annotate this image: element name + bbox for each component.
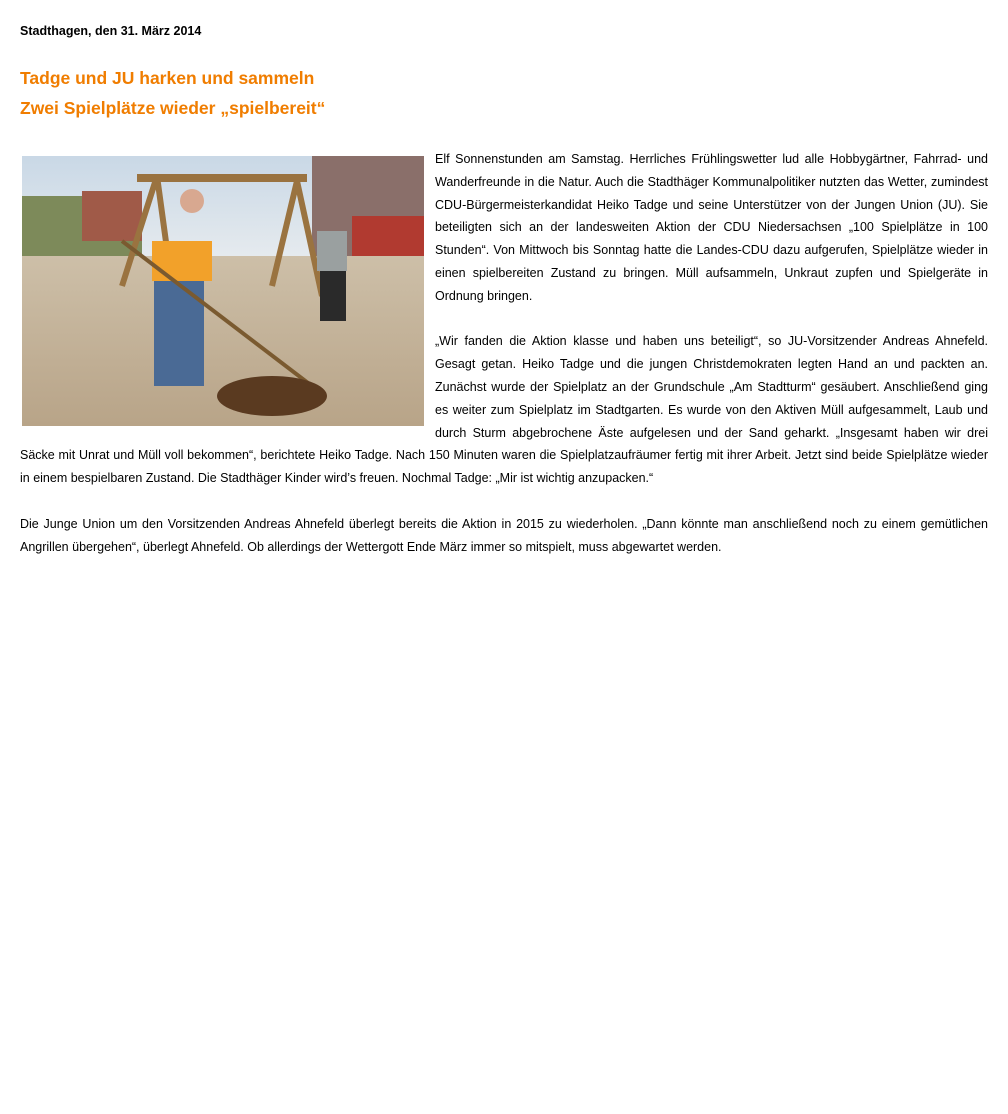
- subheadline: Zwei Spielplätze wieder „spielbereit“: [20, 98, 326, 118]
- headline: Tadge und JU harken und sammeln: [20, 68, 315, 88]
- paragraph-3: Die Junge Union um den Vorsitzenden Andreas Ahnefeld überlegt bereits die Aktion in 2015 zu wiederholen. „Dann könnte man anschließend noch zu einem gemütlichen Angrillen übergehen“, überlegt Ahnefeld. Ob allerdings der Wettergott Ende März immer so mitspielt, muss abgewartet werden.: [20, 516, 988, 554]
- article-body: [20, 148, 988, 558]
- paragraph-1: Elf Sonnenstunden am Samstag. Herrliches Frühlingswetter lud alle Hobbygärtner, Fahrrad- und Wanderfreunde in die Natur. Auch die Stadthäger Kommunalpolitiker nutzten das Wetter, zumindest CDU-Bürgermeisterkandidat Heiko Tadge und seine Unterstützer von der Jungen Union (JU). Sie beteiligten sich an der landesweiten Aktion der CDU Niedersachsen „100 Spielplätze in 100 Stunden“. Von Mittwoch bis Sonntag hatte die Landes-CDU dazu aufgerufen, Spielplätze wieder in einen spielbereiten Zustand zu bringen. Müll aufsammeln, Unkraut zupfen und Spielgeräte in Ordnung bringen.: [435, 152, 988, 303]
- playground-photo-icon: [22, 156, 424, 426]
- paragraph-2: „Wir fanden die Aktion klasse und haben uns beteiligt“, so JU-Vorsitzender Andreas Ahnefeld. Gesagt getan. Heiko Tadge und die jungen Christdemokraten legten Hand an und packten an. Zunächst wurde der Spielplatz an der Grundschule „Am Stadtturm“ gesäubert. Anschließend ging es weiter zum Spielplatz im Stadtgarten. Es wurde von den Aktiven Müll aufgesammelt, Laub und durch Sturm abgebrochene Äste aufgelesen und der Sand geharkt. „Insgesamt haben wir drei Säcke mit Unrat und Müll voll bekommen“, berichtete Heiko Tadge. Nach 150 Minuten waren die Spielplatzaufräumer fertig mit ihrer Arbeit. Jetzt sind beide Spielplätze wieder in einem bespielbaren Zustand. Die Stadthäger Kinder wird’s freuen. Nochmal Tadge: „Mir ist wichtig anzupacken.“: [20, 334, 988, 486]
- dateline: Stadthagen, den 31. März 2014: [20, 24, 202, 38]
